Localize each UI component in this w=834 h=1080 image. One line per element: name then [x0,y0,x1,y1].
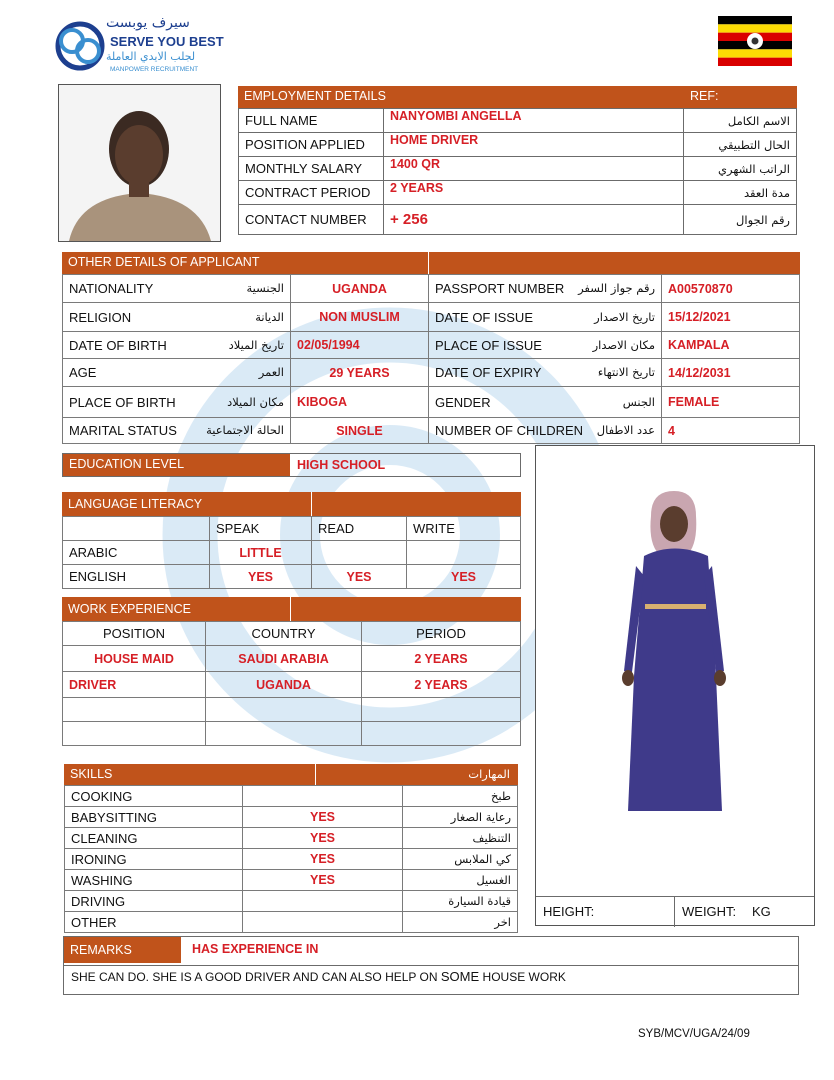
weight-label: WEIGHT: [682,904,737,919]
gender-value: FEMALE [662,387,800,418]
detail-label-arabic: تاريخ الميلاد [228,337,284,352]
header-divider [428,252,429,274]
uganda-flag-icon [718,16,792,66]
place-of-issue-value: KAMPALA [662,332,800,359]
skill-value [243,891,403,912]
skill-row [65,786,518,807]
skill-name-arabic: طبخ [403,786,518,807]
position-applied-value: HOME DRIVER [384,133,684,157]
detail-row [63,275,800,303]
work-position: HOUSE MAID [63,646,206,672]
remarks-text-emphasis: SOME [440,969,480,984]
detail-label: MARITAL STATUS [69,423,177,438]
col-position: POSITION [63,622,206,646]
logo-mark-icon [54,17,106,75]
measure-divider [674,897,675,927]
detail-row [63,303,800,332]
skills-header-arabic: المهارات [468,767,510,781]
language-name: ARABIC [63,541,210,565]
remarks-text-part: SHE CAN DO. SHE IS A GOOD DRIVER AND CAN ALSO HELP ON [71,970,441,984]
detail-label: AGE [69,365,97,380]
nationality-value: UGANDA [291,275,429,303]
applicant-full-photo [536,446,814,896]
employment-details-section [238,86,797,235]
skill-value: YES [243,870,403,891]
header-divider [311,492,312,516]
field-label-arabic: رقم الجوال [684,205,797,235]
employment-header-title: EMPLOYMENT DETAILS [244,89,386,103]
skill-value: YES [243,828,403,849]
date-of-birth-value: 02/05/1994 [291,332,429,359]
work-position: DRIVER [63,672,206,698]
detail-row [63,387,800,418]
employment-row [239,157,797,181]
remarks-text [71,969,566,984]
skill-row [65,870,518,891]
work-country: SAUDI ARABIA [206,646,362,672]
work-period: 2 YEARS [362,672,521,698]
skill-name-arabic: الغسيل [403,870,518,891]
detail-label: DATE OF BIRTH [69,337,167,353]
other-details-section [62,252,800,444]
work-row [63,672,521,698]
employment-row [239,109,797,133]
col-read: READ [312,517,407,541]
employment-row [239,181,797,205]
brand-name: SERVE YOU BEST [110,34,224,49]
detail-label: NUMBER OF CHILDREN [435,423,584,438]
brand-arabic-name: سيرف يوبست [106,15,190,31]
skill-name: OTHER [65,912,243,933]
col-country: COUNTRY [206,622,362,646]
detail-label-cell [429,387,662,418]
detail-label-cell [429,303,662,332]
date-of-expiry-value: 14/12/2031 [662,359,800,387]
arabic-speak-value: LITTLE [210,541,312,565]
empty-cell [63,517,210,541]
height-label: HEIGHT: [543,904,595,919]
skill-name: COOKING [65,786,243,807]
education-level-row [62,453,521,477]
full-name-value: NANYOMBI ANGELLA [384,109,684,133]
other-details-header [62,252,800,274]
company-logo [54,15,224,77]
place-of-birth-value: KIBOGA [291,387,429,418]
passport-number-value: A00570870 [662,275,800,303]
skills-header [64,764,518,785]
skill-value: YES [243,807,403,828]
detail-label-cell [63,332,291,359]
weight-unit: KG [752,904,771,919]
detail-label-arabic: العمر [258,365,284,379]
language-header [62,492,521,516]
skill-name-arabic: التنظيف [403,828,518,849]
skill-name: BABYSITTING [65,807,243,828]
number-of-children-value: 4 [662,418,800,444]
detail-row [63,359,800,387]
skill-name-arabic: قيادة السيارة [403,891,518,912]
col-write: WRITE [407,517,521,541]
skills-header-title: SKILLS [70,767,113,781]
detail-label-arabic: تاريخ الانتهاء [597,365,655,379]
detail-label: PLACE OF BIRTH [69,394,176,410]
detail-label-arabic: الديانة [255,309,284,324]
work-period: 2 YEARS [362,646,521,672]
detail-label-cell [429,359,662,387]
ref-label: REF: [690,89,719,103]
detail-label-cell [429,332,662,359]
arabic-read-value [312,541,407,565]
work-country [206,698,362,722]
work-position [63,698,206,722]
detail-label-arabic: رقم جواز السفر [578,281,655,295]
skill-row [65,828,518,849]
detail-label-arabic: تاريخ الاصدار [594,309,655,324]
detail-label: RELIGION [69,309,132,325]
field-label: POSITION APPLIED [239,133,384,157]
language-row [63,565,521,589]
age-value: 29 YEARS [291,359,429,387]
detail-label: GENDER [435,394,491,410]
skill-name: CLEANING [65,828,243,849]
skill-value [243,786,403,807]
remarks-title: HAS EXPERIENCE IN [192,942,319,956]
field-label: CONTRACT PERIOD [239,181,384,205]
work-position [63,722,206,746]
detail-label-cell [63,418,291,444]
skill-row [65,849,518,870]
religion-value: NON MUSLIM [291,303,429,332]
date-of-issue-value: 15/12/2021 [662,303,800,332]
remarks-divider [64,965,798,966]
work-country: UGANDA [206,672,362,698]
detail-label-arabic: الجنس [622,394,655,409]
arabic-write-value [407,541,521,565]
skill-value [243,912,403,933]
footer-code: SYB/MCV/UGA/24/09 [638,1028,750,1040]
skill-name: WASHING [65,870,243,891]
language-row [63,541,521,565]
col-speak: SPEAK [210,517,312,541]
field-label: CONTACT NUMBER [239,205,384,235]
employment-header [238,86,797,108]
skill-row [65,912,518,933]
education-level-value: HIGH SCHOOL [297,458,386,472]
detail-label-cell [429,275,662,303]
applicant-portrait-photo [58,84,221,242]
detail-label-cell [63,359,291,387]
detail-label-arabic: مكان الاصدار [592,337,655,352]
skill-value: YES [243,849,403,870]
skill-row [65,891,518,912]
detail-label: PASSPORT NUMBER [435,281,565,296]
work-period [362,722,521,746]
field-label-arabic: الراتب الشهري [684,157,797,181]
employment-row [239,205,797,235]
detail-label-cell [63,387,291,418]
skill-row [65,807,518,828]
work-country [206,722,362,746]
skill-name-arabic: كي الملابس [403,849,518,870]
english-read-value: YES [312,565,407,589]
field-label: FULL NAME [239,109,384,133]
skills-section [64,764,518,933]
work-row [63,698,521,722]
work-col-headers [63,622,521,646]
education-level-label: EDUCATION LEVEL [63,454,290,476]
brand-arabic-tagline: لجلب الايدي العاملة [106,50,196,63]
work-experience-section [62,597,521,746]
detail-label: NATIONALITY [69,281,154,296]
detail-label-cell [429,418,662,444]
col-period: PERIOD [362,622,521,646]
language-literacy-section [62,492,521,589]
field-label-arabic: الحال التطبيقي [684,133,797,157]
detail-label: DATE OF EXPIRY [435,365,542,380]
work-header [62,597,521,621]
remarks-text-part: HOUSE WORK [479,970,566,984]
remarks-header: REMARKS [64,937,181,963]
language-name: ENGLISH [63,565,210,589]
header-divider [315,764,316,785]
language-header-title: LANGUAGE LITERACY [68,497,203,511]
skill-name: DRIVING [65,891,243,912]
detail-label: DATE OF ISSUE [435,309,533,325]
skill-name-arabic: اخر [403,912,518,933]
header-divider [290,597,291,621]
field-label-arabic: مدة العقد [684,181,797,205]
contract-period-value: 2 YEARS [384,181,684,205]
applicant-full-photo-panel [535,445,815,926]
work-period [362,698,521,722]
detail-label: PLACE OF ISSUE [435,337,542,353]
brand-tagline: MANPOWER RECRUITMENT [110,66,199,73]
work-row [63,722,521,746]
language-col-headers [63,517,521,541]
detail-label-arabic: الحالة الاجتماعية [206,423,284,437]
detail-label-cell [63,275,291,303]
detail-label-arabic: عدد الاطفال [596,423,655,437]
marital-status-value: SINGLE [291,418,429,444]
detail-label-arabic: الجنسية [246,281,284,295]
field-label: MONTHLY SALARY [239,157,384,181]
detail-row [63,332,800,359]
employment-row [239,133,797,157]
english-speak-value: YES [210,565,312,589]
skill-name-arabic: رعاية الصغار [403,807,518,828]
english-write-value: YES [407,565,521,589]
detail-label-cell [63,303,291,332]
monthly-salary-value: 1400 QR [384,157,684,181]
measurements-row [536,896,814,926]
field-label-arabic: الاسم الكامل [684,109,797,133]
skill-name: IRONING [65,849,243,870]
detail-row [63,418,800,444]
work-row [63,646,521,672]
contact-number-value: + 256 [384,205,684,235]
detail-label-arabic: مكان الميلاد [227,394,284,409]
other-details-header-title: OTHER DETAILS OF APPLICANT [68,255,260,269]
remarks-section [63,936,799,995]
work-header-title: WORK EXPERIENCE [68,602,191,616]
